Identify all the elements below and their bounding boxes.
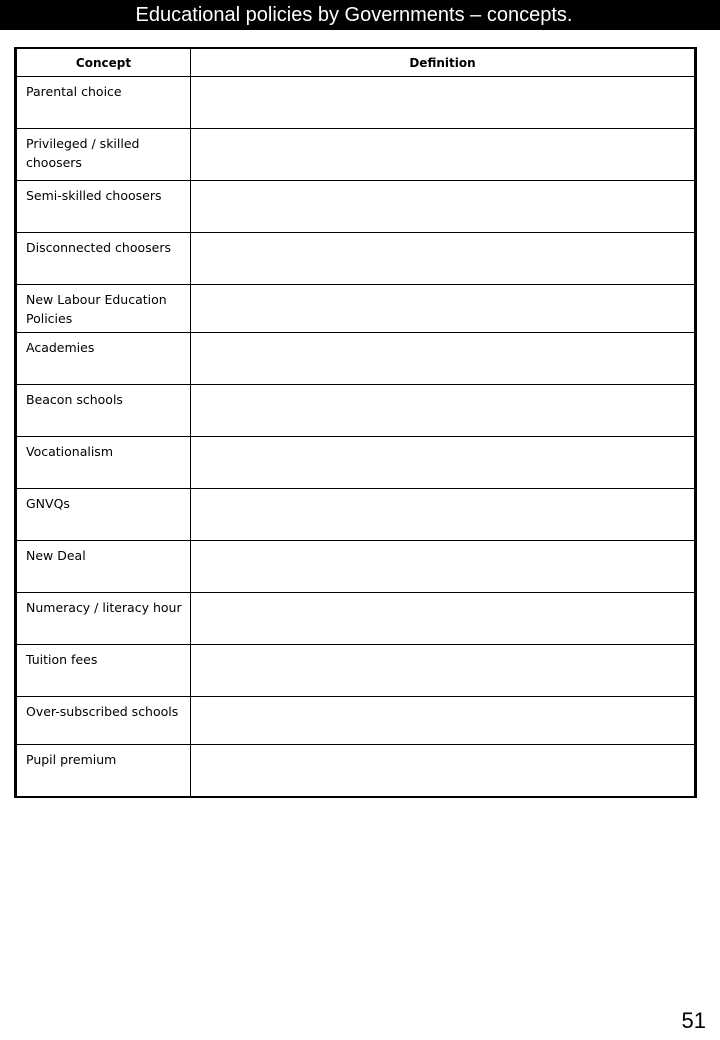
table-row [16, 697, 696, 745]
table-row [16, 489, 696, 541]
definition-cell[interactable] [191, 77, 696, 129]
concept-cell: Academies [16, 333, 191, 385]
definition-cell[interactable] [191, 385, 696, 437]
title-bar [0, 0, 720, 30]
table-row [16, 645, 696, 697]
table-header-row [16, 48, 696, 77]
concept-cell: New Labour Education Policies [16, 285, 191, 333]
concept-cell: Beacon schools [16, 385, 191, 437]
concept-cell: Numeracy / literacy hour [16, 593, 191, 645]
table-row [16, 333, 696, 385]
table-row [16, 541, 696, 593]
concept-cell: Semi-skilled choosers [16, 181, 191, 233]
page-title: Educational policies by Governments – concepts. [135, 4, 573, 26]
definition-cell[interactable] [191, 745, 696, 797]
table-row [16, 181, 696, 233]
table-row [16, 285, 696, 333]
definition-cell[interactable] [191, 129, 696, 181]
concept-column-header: Concept [16, 48, 191, 77]
concept-cell: Parental choice [16, 77, 191, 129]
table-row [16, 593, 696, 645]
concept-cell: Disconnected choosers [16, 233, 191, 285]
definition-cell[interactable] [191, 285, 696, 333]
definition-column-header: Definition [191, 48, 696, 77]
table-row [16, 77, 696, 129]
definition-cell[interactable] [191, 697, 696, 745]
definition-cell[interactable] [191, 233, 696, 285]
table-row [16, 437, 696, 489]
table-row [16, 233, 696, 285]
concept-cell: New Deal [16, 541, 191, 593]
concept-cell: Tuition fees [16, 645, 191, 697]
concept-cell: Vocationalism [16, 437, 191, 489]
concepts-table [14, 47, 697, 798]
definition-cell[interactable] [191, 333, 696, 385]
concept-cell: Over-subscribed schools [16, 697, 191, 745]
definition-cell[interactable] [191, 437, 696, 489]
definition-cell[interactable] [191, 181, 696, 233]
concept-cell: Pupil premium [16, 745, 191, 797]
definition-cell[interactable] [191, 645, 696, 697]
concept-cell: Privileged / skilled choosers [16, 129, 191, 181]
definition-cell[interactable] [191, 593, 696, 645]
table-row [16, 745, 696, 797]
table-row [16, 385, 696, 437]
table-row [16, 129, 696, 181]
definition-cell[interactable] [191, 541, 696, 593]
concept-cell: GNVQs [16, 489, 191, 541]
definition-cell[interactable] [191, 489, 696, 541]
page-number: 51 [681, 1008, 706, 1033]
